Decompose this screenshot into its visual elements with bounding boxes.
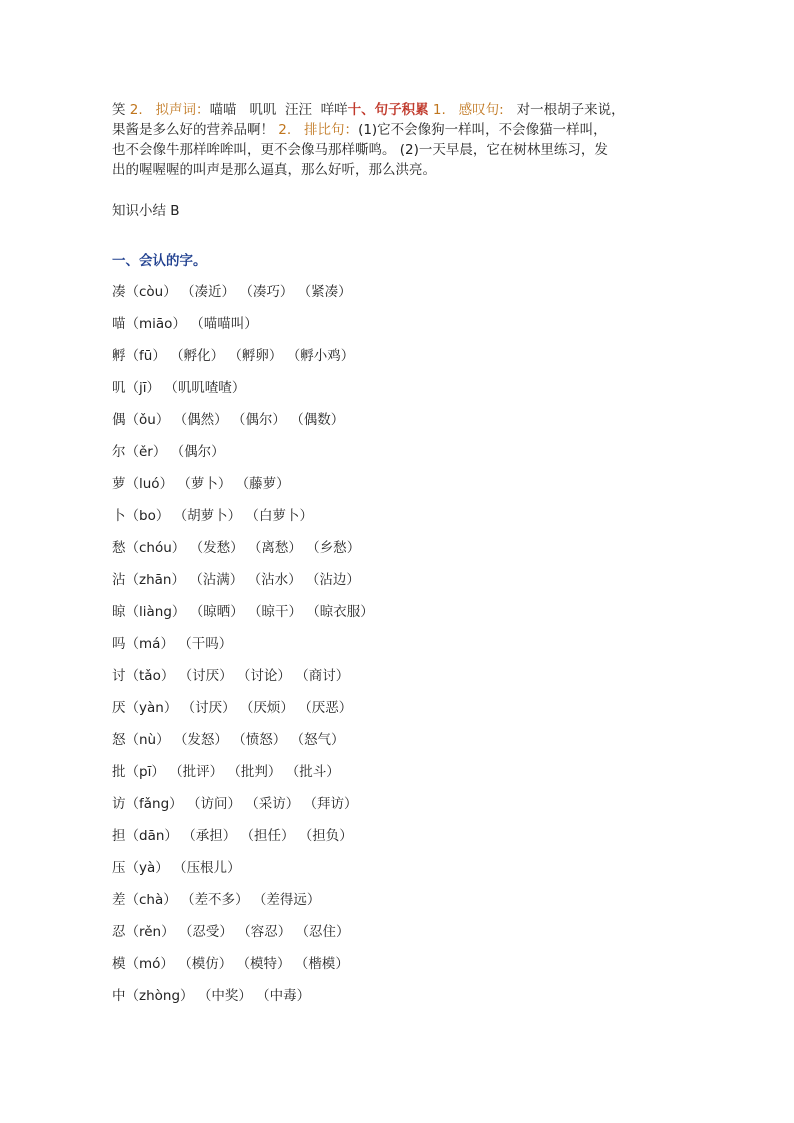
example-word: 模仿 [191, 956, 219, 972]
intro-segment: 2. 排比句： [278, 122, 359, 138]
list-item: 中（zhòng） （中奖） （中毒） [112, 988, 311, 1004]
pinyin: chóu [139, 540, 172, 556]
character: 压 [112, 860, 126, 876]
character: 喵 [112, 316, 126, 332]
character: 讨 [112, 668, 126, 684]
list-item: 喵（miāo） （喵喵叫） [112, 316, 258, 332]
character: 尔 [112, 444, 126, 460]
list-item: 偶（ǒu） （偶然） （偶尔） （偶数） [112, 412, 345, 428]
example-word: 胡萝卜 [187, 508, 228, 524]
list-item: 模（mó） （模仿） （模特） （楷模） [112, 956, 349, 972]
example-word: 叽叽喳喳 [177, 380, 232, 396]
example-word: 偶尔 [245, 412, 273, 428]
example-word: 凑近 [194, 284, 222, 300]
example-word: 发怒 [187, 732, 215, 748]
intro-line-3: 也不会像牛那样哞哞叫，更不会像马那样嘶鸣。 (2)一天早晨，它在树林里练习，发 [112, 142, 608, 158]
pinyin: fǎng [139, 796, 170, 812]
example-word: 干吗 [191, 636, 219, 652]
list-item: 沾（zhān） （沾满） （沾水） （沾边） [112, 572, 360, 588]
intro-line-4: 出的喔喔喔的叫声是那么逼真，那么好听，那么洪亮。 [112, 162, 436, 178]
intro-segment: 2. 拟声词： [129, 102, 210, 118]
example-word: 压根儿 [186, 860, 228, 876]
pinyin: ěr [139, 444, 153, 460]
example-word: 喵喵叫 [203, 316, 245, 332]
example-word: 晾干 [261, 604, 289, 620]
pinyin: luó [139, 476, 160, 492]
pinyin: chà [139, 892, 164, 908]
pinyin: rěn [139, 924, 162, 940]
character: 怒 [112, 732, 126, 748]
character: 晾 [112, 604, 126, 620]
document-page [112, 100, 712, 1017]
intro-segment: 喵喵 叽叽 汪汪 咩咩 [209, 102, 348, 118]
list-item: 叽（jī） （叽叽喳喳） [112, 380, 246, 396]
intro-segment: 十、句子积累 [347, 102, 429, 118]
example-word: 差得远 [266, 892, 307, 908]
example-word: 忍受 [192, 924, 220, 940]
example-word: 孵化 [183, 348, 211, 364]
character: 忍 [112, 924, 126, 940]
pinyin: dān [139, 828, 165, 844]
list-item: 孵（fū） （孵化） （孵卵） （孵小鸡） [112, 348, 355, 364]
character: 叽 [112, 380, 126, 396]
example-word: 乡愁 [319, 540, 347, 556]
example-word: 藤萝 [249, 476, 277, 492]
example-word: 偶然 [187, 412, 215, 428]
example-word: 采访 [258, 796, 286, 812]
character: 访 [112, 796, 126, 812]
list-item: 萝（luó） （萝卜） （藤萝） [112, 476, 290, 492]
example-word: 发愁 [203, 540, 231, 556]
example-word: 楷模 [308, 956, 336, 972]
example-word: 模特 [250, 956, 278, 972]
list-item: 吗（má） （干吗） [112, 636, 233, 652]
example-word: 沾满 [202, 572, 230, 588]
example-word: 忍住 [309, 924, 337, 940]
example-word: 沾水 [261, 572, 289, 588]
pinyin: ǒu [139, 412, 156, 428]
character: 卜 [112, 508, 126, 524]
intro-line-2 [112, 120, 712, 140]
pinyin: zhān [139, 572, 172, 588]
list-item: 凑（còu） （凑近） （凑巧） （紧凑） [112, 284, 352, 300]
intro-line-1 [112, 100, 712, 120]
example-word: 讨厌 [192, 668, 220, 684]
character: 模 [112, 956, 126, 972]
example-word: 容忍 [250, 924, 278, 940]
list-item: 批（pī） （批评） （批判） （批斗） [112, 764, 340, 780]
example-word: 讨论 [250, 668, 278, 684]
example-word: 孵卵 [241, 348, 269, 364]
summary-title: 知识小结 B [112, 203, 180, 219]
intro-segment: 对一根胡子来说， [503, 102, 625, 118]
character: 厌 [112, 700, 126, 716]
list-item: 访（fǎng） （访问） （采访） （拜访） [112, 796, 358, 812]
list-item: 厌（yàn） （讨厌） （厌烦） （厌恶） [112, 700, 353, 716]
example-word: 紧凑 [311, 284, 339, 300]
example-word: 拜访 [317, 796, 345, 812]
pinyin: mó [139, 956, 161, 972]
character-list [112, 281, 712, 1017]
example-word: 晾衣服 [319, 604, 361, 620]
pinyin: zhòng [139, 988, 181, 1004]
example-word: 沾边 [319, 572, 347, 588]
pinyin: bo [139, 508, 156, 524]
list-item: 压（yà） （压根儿） [112, 860, 241, 876]
example-word: 萝卜 [190, 476, 218, 492]
pinyin: yà [139, 860, 156, 876]
pinyin: pī [139, 764, 152, 780]
character: 萝 [112, 476, 126, 492]
pinyin: fū [139, 348, 153, 364]
pinyin: liàng [139, 604, 172, 620]
character: 愁 [112, 540, 126, 556]
intro-segment: 果酱是多么好的营养品啊！ [112, 122, 279, 138]
character: 吗 [112, 636, 126, 652]
character: 偶 [112, 412, 126, 428]
example-word: 凑巧 [252, 284, 280, 300]
pinyin: yàn [139, 700, 164, 716]
example-word: 偶尔 [184, 444, 212, 460]
example-word: 中奖 [211, 988, 239, 1004]
example-word: 讨厌 [195, 700, 223, 716]
character: 批 [112, 764, 126, 780]
example-word: 批斗 [299, 764, 327, 780]
list-item: 愁（chóu） （发愁） （离愁） （乡愁） [112, 540, 361, 556]
example-word: 承担 [195, 828, 223, 844]
pinyin: tǎo [139, 668, 161, 684]
section-title: 一、会认的字。 [112, 253, 207, 269]
example-word: 担任 [254, 828, 281, 844]
example-word: 白萝卜 [258, 508, 300, 524]
example-word: 商讨 [308, 668, 336, 684]
character: 孵 [112, 348, 126, 364]
example-word: 访问 [200, 796, 228, 812]
intro-segment: 笑 [112, 102, 130, 118]
example-word: 怒气 [304, 732, 332, 748]
character: 差 [112, 892, 126, 908]
character: 凑 [112, 284, 126, 300]
example-word: 厌烦 [253, 700, 281, 716]
list-item: 尔（ěr） （偶尔） [112, 444, 225, 460]
example-word: 孵小鸡 [300, 348, 341, 364]
list-item: 忍（rěn） （忍受） （容忍） （忍住） [112, 924, 350, 940]
example-word: 中毒 [269, 988, 297, 1004]
example-word: 批评 [182, 764, 210, 780]
example-word: 差不多 [194, 892, 236, 908]
pinyin: jī [139, 380, 147, 396]
list-item: 担（dān） （承担） （担任） （担负） [112, 828, 353, 844]
example-word: 厌恶 [311, 700, 339, 716]
pinyin: nù [139, 732, 157, 748]
pinyin: má [139, 636, 161, 652]
list-item: 怒（nù） （发怒） （愤怒） （怒气） [112, 732, 345, 748]
list-item: 卜（bo） （胡萝卜） （白萝卜） [112, 508, 313, 524]
example-word: 担负 [312, 828, 340, 844]
example-word: 愤怒 [245, 732, 273, 748]
example-word: 晾晒 [203, 604, 231, 620]
pinyin: miāo [139, 316, 173, 332]
list-item: 差（chà） （差不多） （差得远） [112, 892, 321, 908]
example-word: 离愁 [261, 540, 289, 556]
character: 中 [112, 988, 126, 1004]
pinyin: còu [139, 284, 164, 300]
example-word: 批判 [240, 764, 268, 780]
character: 担 [112, 828, 126, 844]
character: 沾 [112, 572, 126, 588]
list-item: 晾（liàng） （晾晒） （晾干） （晾衣服） [112, 604, 374, 620]
example-word: 偶数 [303, 412, 331, 428]
intro-segment: 1. 感叹句: [428, 102, 504, 118]
intro-segment: (1)它不会像狗一样叫，不会像猫一样叫， [358, 122, 607, 138]
list-item: 讨（tǎo） （讨厌） （讨论） （商讨） [112, 668, 350, 684]
